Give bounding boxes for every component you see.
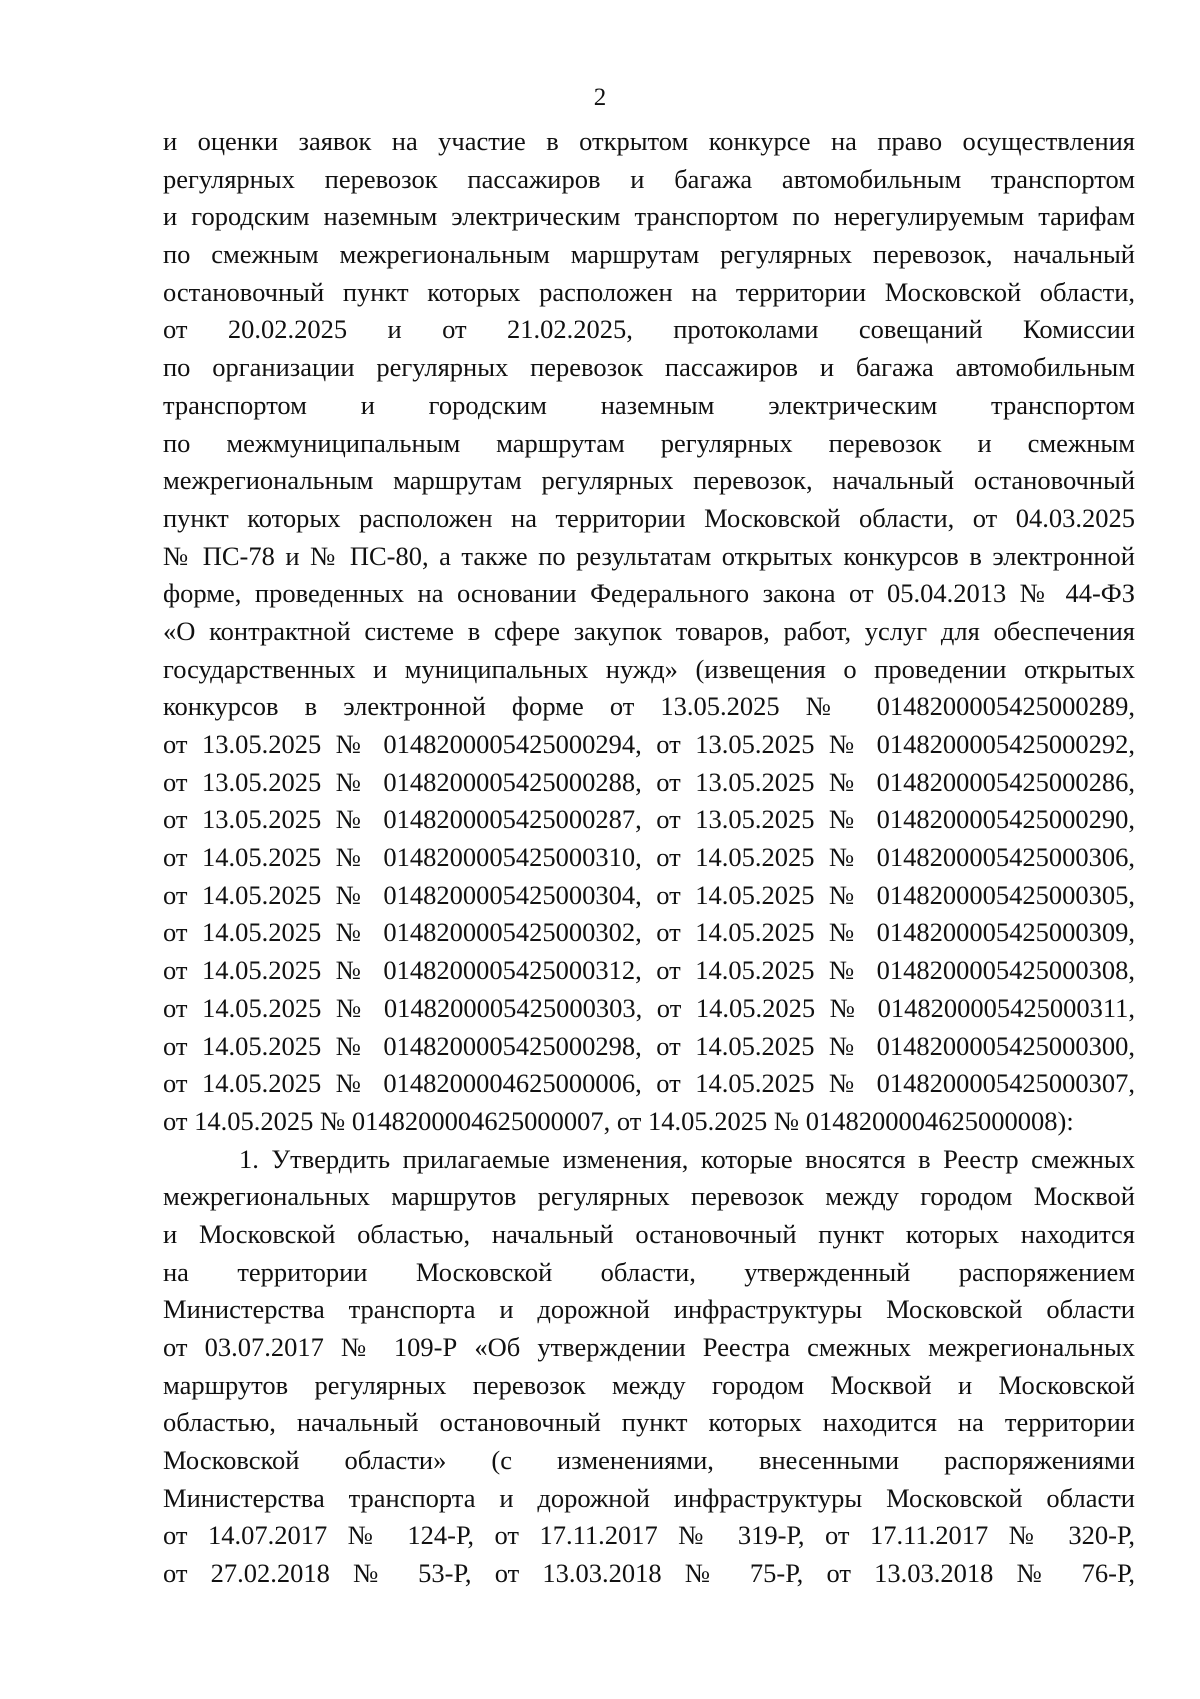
text-line: остановочный пункт которых расположен на территории Московской области, <box>163 276 1135 307</box>
text-line: пункт которых расположен на территории Московской области, от 04.03.2025 <box>163 502 1135 533</box>
text-line: и городским наземным электрическим транспортом по нерегулируемым тарифам <box>163 201 1135 232</box>
text-line: межрегиональным маршрутам регулярных перевозок, начальный остановочный <box>163 465 1135 496</box>
text-line: по организации регулярных перевозок пассажиров и багажа автомобильным <box>163 352 1135 383</box>
text-line: от 13.05.2025 № 0148200005425000287, от 13.05.2025 № 0148200005425000290, <box>163 804 1135 835</box>
text-line: от 27.02.2018 № 53-Р, от 13.03.2018 № 75-Р, от 13.03.2018 № 76-Р, <box>163 1558 1135 1589</box>
text-line: от 14.05.2025 № 0148200005425000312, от 14.05.2025 № 0148200005425000308, <box>163 955 1135 986</box>
text-line: № ПС-78 и № ПС-80, а также по результатам открытых конкурсов в электронной <box>163 540 1135 571</box>
text-line: по межмуниципальным маршрутам регулярных перевозок и смежным <box>163 427 1135 458</box>
text-line: на территории Московской области, утвержденный распоряжением <box>163 1256 1135 1287</box>
text-line: от 14.05.2025 № 0148200005425000304, от 14.05.2025 № 0148200005425000305, <box>163 879 1135 910</box>
text-line: от 14.07.2017 № 124-Р, от 17.11.2017 № 319-Р, от 17.11.2017 № 320-Р, <box>163 1520 1135 1551</box>
text-line: транспортом и городским наземным электрическим транспортом <box>163 389 1135 420</box>
text-line: конкурсов в электронной форме от 13.05.2025 № 0148200005425000289, <box>163 691 1135 722</box>
text-line: Министерства транспорта и дорожной инфраструктуры Московской области <box>163 1294 1135 1325</box>
text-line: областью, начальный остановочный пункт которых находится на территории <box>163 1407 1135 1438</box>
document-body <box>163 123 1135 1593</box>
text-line: государственных и муниципальных нужд» (извещения о проведении открытых <box>163 653 1135 684</box>
text-line: от 14.05.2025 № 0148200005425000303, от 14.05.2025 № 0148200005425000311, <box>163 992 1135 1023</box>
text-line: от 03.07.2017 № 109-Р «Об утверждении Реестра смежных межрегиональных <box>163 1332 1135 1362</box>
text-line: по смежным межрегиональным маршрутам регулярных перевозок, начальный <box>163 239 1135 270</box>
text-line: от 13.05.2025 № 0148200005425000294, от 13.05.2025 № 0148200005425000292, <box>163 729 1135 759</box>
text-line: маршрутов регулярных перевозок между городом Москвой и Московской <box>163 1369 1135 1400</box>
text-line: от 14.05.2025 № 0148200004625000007, от 14.05.2025 № 0148200004625000008): <box>163 1105 1074 1136</box>
text-line: Министерства транспорта и дорожной инфраструктуры Московской области <box>163 1482 1135 1513</box>
text-line: от 14.05.2025 № 0148200005425000298, от 14.05.2025 № 0148200005425000300, <box>163 1030 1135 1061</box>
text-line: регулярных перевозок пассажиров и багажа автомобильным транспортом <box>163 163 1135 194</box>
text-line: и Московской областью, начальный остановочный пункт которых находится <box>163 1218 1135 1249</box>
text-line: от 14.05.2025 № 0148200004625000006, от 14.05.2025 № 0148200005425000307, <box>163 1068 1135 1099</box>
text-line: от 20.02.2025 и от 21.02.2025, протоколами совещаний Комиссии <box>163 314 1135 345</box>
text-line: 1. Утвердить прилагаемые изменения, которые вносятся в Реестр смежных <box>239 1143 1135 1174</box>
text-line: Московской области» (с изменениями, внесенными распоряжениями <box>163 1445 1135 1476</box>
text-line: межрегиональных маршрутов регулярных перевозок между городом Москвой <box>163 1181 1135 1212</box>
text-line: «О контрактной системе в сфере закупок товаров, работ, услуг для обеспечения <box>163 615 1135 646</box>
text-line: и оценки заявок на участие в открытом конкурсе на право осуществления <box>163 126 1135 156</box>
text-line: от 14.05.2025 № 0148200005425000310, от 14.05.2025 № 0148200005425000306, <box>163 842 1135 873</box>
text-line: от 14.05.2025 № 0148200005425000302, от 14.05.2025 № 0148200005425000309, <box>163 917 1135 948</box>
text-line: форме, проведенных на основании Федерального закона от 05.04.2013 № 44-ФЗ <box>163 578 1135 609</box>
text-line: от 13.05.2025 № 0148200005425000288, от 13.05.2025 № 0148200005425000286, <box>163 766 1135 797</box>
page-number: 2 <box>593 84 607 111</box>
